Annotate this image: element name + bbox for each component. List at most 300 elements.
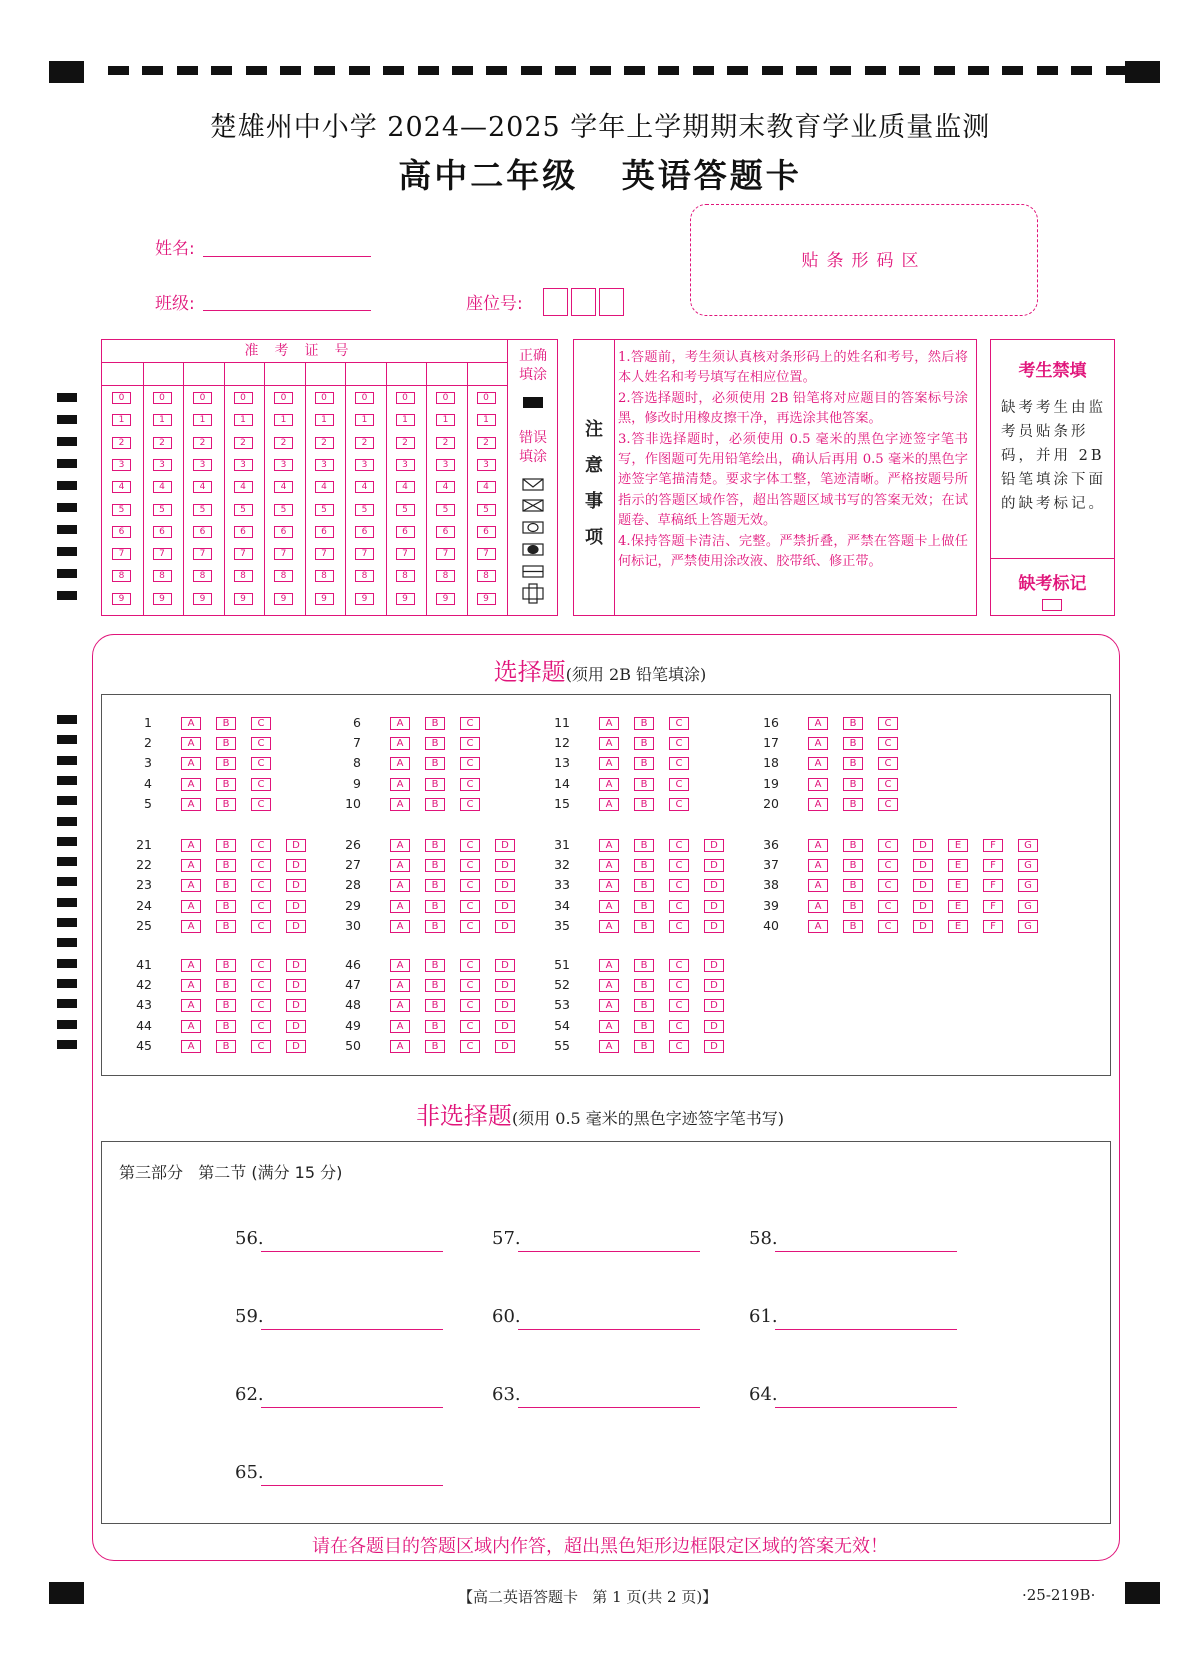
answer-option-c[interactable]: C — [251, 778, 271, 791]
id-digit-bubble[interactable]: 5 — [234, 504, 253, 516]
answer-option-a[interactable]: A — [181, 879, 201, 892]
answer-option-d[interactable]: D — [495, 959, 515, 972]
answer-option-c[interactable]: C — [878, 737, 898, 750]
answer-option-b[interactable]: B — [634, 839, 654, 852]
answer-option-a[interactable]: A — [390, 959, 410, 972]
answer-option-d[interactable]: D — [495, 879, 515, 892]
id-digit-bubble[interactable]: 8 — [477, 570, 496, 582]
answer-option-d[interactable]: D — [913, 879, 933, 892]
answer-option-c[interactable]: C — [669, 737, 689, 750]
answer-option-b[interactable]: B — [843, 839, 863, 852]
id-digit-bubble[interactable]: 8 — [396, 570, 415, 582]
answer-option-e[interactable]: E — [948, 900, 968, 913]
answer-option-f[interactable]: F — [983, 859, 1003, 872]
answer-option-a[interactable]: A — [390, 979, 410, 992]
answer-option-d[interactable]: D — [913, 839, 933, 852]
answer-option-d[interactable]: D — [286, 1040, 306, 1053]
answer-option-c[interactable]: C — [251, 839, 271, 852]
id-digit-bubble[interactable]: 6 — [112, 526, 131, 538]
answer-option-a[interactable]: A — [599, 959, 619, 972]
answer-option-d[interactable]: D — [704, 979, 724, 992]
answer-option-a[interactable]: A — [599, 1020, 619, 1033]
answer-option-b[interactable]: B — [216, 737, 236, 750]
answer-option-b[interactable]: B — [425, 839, 445, 852]
seat-box-1[interactable] — [543, 288, 568, 316]
answer-line[interactable] — [261, 1251, 443, 1252]
answer-option-d[interactable]: D — [286, 1020, 306, 1033]
answer-option-c[interactable]: C — [669, 717, 689, 730]
id-digit-bubble[interactable]: 5 — [477, 504, 496, 516]
answer-option-a[interactable]: A — [181, 717, 201, 730]
id-digit-bubble[interactable]: 1 — [193, 414, 212, 426]
id-digit-bubble[interactable]: 9 — [396, 593, 415, 605]
answer-option-b[interactable]: B — [425, 717, 445, 730]
id-digit-bubble[interactable]: 2 — [274, 437, 293, 449]
answer-option-c[interactable]: C — [251, 979, 271, 992]
id-digit-bubble[interactable]: 3 — [153, 459, 172, 471]
answer-option-d[interactable]: D — [286, 900, 306, 913]
answer-option-c[interactable]: C — [460, 979, 480, 992]
answer-line[interactable] — [518, 1407, 700, 1408]
answer-option-c[interactable]: C — [460, 1020, 480, 1033]
answer-option-a[interactable]: A — [599, 859, 619, 872]
answer-option-a[interactable]: A — [599, 737, 619, 750]
id-digit-bubble[interactable]: 8 — [436, 570, 455, 582]
answer-option-d[interactable]: D — [704, 1020, 724, 1033]
answer-option-c[interactable]: C — [878, 900, 898, 913]
answer-option-d[interactable]: D — [913, 859, 933, 872]
answer-option-d[interactable]: D — [286, 979, 306, 992]
id-digit-bubble[interactable]: 0 — [477, 392, 496, 404]
answer-option-c[interactable]: C — [251, 920, 271, 933]
class-field[interactable] — [203, 310, 371, 311]
answer-option-a[interactable]: A — [181, 1040, 201, 1053]
answer-option-a[interactable]: A — [808, 757, 828, 770]
answer-line[interactable] — [775, 1329, 957, 1330]
id-digit-bubble[interactable]: 3 — [477, 459, 496, 471]
id-digit-bubble[interactable]: 6 — [193, 526, 212, 538]
id-digit-bubble[interactable]: 6 — [477, 526, 496, 538]
absent-mark-bubble[interactable] — [1042, 599, 1062, 611]
answer-option-a[interactable]: A — [599, 757, 619, 770]
answer-line[interactable] — [261, 1485, 443, 1486]
answer-line[interactable] — [261, 1329, 443, 1330]
id-digit-bubble[interactable]: 8 — [234, 570, 253, 582]
answer-option-a[interactable]: A — [599, 1040, 619, 1053]
id-digit-bubble[interactable]: 9 — [153, 593, 172, 605]
answer-option-d[interactable]: D — [286, 920, 306, 933]
answer-option-b[interactable]: B — [425, 798, 445, 811]
name-field[interactable] — [203, 256, 371, 257]
answer-option-a[interactable]: A — [390, 737, 410, 750]
id-digit-bubble[interactable]: 5 — [315, 504, 334, 516]
id-digit-bubble[interactable]: 7 — [234, 548, 253, 560]
answer-option-c[interactable]: C — [460, 879, 480, 892]
answer-option-b[interactable]: B — [425, 737, 445, 750]
id-digit-bubble[interactable]: 2 — [112, 437, 131, 449]
id-digit-bubble[interactable]: 1 — [153, 414, 172, 426]
id-digit-bubble[interactable]: 4 — [193, 481, 212, 493]
id-digit-bubble[interactable]: 3 — [315, 459, 334, 471]
answer-option-a[interactable]: A — [181, 839, 201, 852]
answer-option-b[interactable]: B — [425, 778, 445, 791]
answer-option-d[interactable]: D — [286, 999, 306, 1012]
answer-option-d[interactable]: D — [495, 979, 515, 992]
answer-option-b[interactable]: B — [634, 757, 654, 770]
id-digit-bubble[interactable]: 4 — [234, 481, 253, 493]
answer-option-b[interactable]: B — [425, 979, 445, 992]
id-digit-bubble[interactable]: 2 — [234, 437, 253, 449]
id-digit-bubble[interactable]: 9 — [477, 593, 496, 605]
answer-option-a[interactable]: A — [181, 900, 201, 913]
answer-option-g[interactable]: G — [1018, 839, 1038, 852]
answer-option-a[interactable]: A — [599, 879, 619, 892]
answer-option-d[interactable]: D — [286, 959, 306, 972]
answer-option-e[interactable]: E — [948, 879, 968, 892]
answer-option-b[interactable]: B — [425, 999, 445, 1012]
answer-option-a[interactable]: A — [181, 757, 201, 770]
answer-option-c[interactable]: C — [251, 757, 271, 770]
id-digit-bubble[interactable]: 9 — [112, 593, 131, 605]
answer-option-b[interactable]: B — [634, 1040, 654, 1053]
answer-option-c[interactable]: C — [251, 798, 271, 811]
id-digit-bubble[interactable]: 1 — [355, 414, 374, 426]
answer-option-c[interactable]: C — [669, 798, 689, 811]
id-digit-bubble[interactable]: 1 — [234, 414, 253, 426]
id-digit-bubble[interactable]: 4 — [315, 481, 334, 493]
id-digit-bubble[interactable]: 0 — [396, 392, 415, 404]
answer-line[interactable] — [775, 1251, 957, 1252]
id-digit-bubble[interactable]: 6 — [355, 526, 374, 538]
id-digit-bubble[interactable]: 7 — [112, 548, 131, 560]
answer-option-c[interactable]: C — [669, 1020, 689, 1033]
id-digit-bubble[interactable]: 1 — [436, 414, 455, 426]
answer-option-a[interactable]: A — [181, 920, 201, 933]
id-digit-bubble[interactable]: 3 — [112, 459, 131, 471]
id-digit-bubble[interactable]: 7 — [193, 548, 212, 560]
id-digit-bubble[interactable]: 5 — [436, 504, 455, 516]
answer-option-a[interactable]: A — [599, 920, 619, 933]
id-digit-bubble[interactable]: 7 — [396, 548, 415, 560]
answer-option-c[interactable]: C — [460, 920, 480, 933]
answer-option-b[interactable]: B — [843, 757, 863, 770]
answer-option-b[interactable]: B — [843, 900, 863, 913]
answer-option-b[interactable]: B — [216, 839, 236, 852]
id-digit-bubble[interactable]: 0 — [153, 392, 172, 404]
id-digit-bubble[interactable]: 9 — [355, 593, 374, 605]
answer-option-d[interactable]: D — [913, 920, 933, 933]
answer-option-d[interactable]: D — [913, 900, 933, 913]
answer-option-c[interactable]: C — [460, 1040, 480, 1053]
answer-option-c[interactable]: C — [251, 737, 271, 750]
answer-option-a[interactable]: A — [599, 900, 619, 913]
answer-option-b[interactable]: B — [216, 778, 236, 791]
answer-option-e[interactable]: E — [948, 839, 968, 852]
id-digit-bubble[interactable]: 1 — [112, 414, 131, 426]
answer-option-b[interactable]: B — [634, 879, 654, 892]
answer-option-b[interactable]: B — [634, 900, 654, 913]
id-digit-bubble[interactable]: 1 — [274, 414, 293, 426]
answer-option-b[interactable]: B — [634, 999, 654, 1012]
id-digit-bubble[interactable]: 8 — [153, 570, 172, 582]
id-digit-bubble[interactable]: 4 — [112, 481, 131, 493]
answer-option-a[interactable]: A — [181, 999, 201, 1012]
answer-option-b[interactable]: B — [843, 798, 863, 811]
answer-option-c[interactable]: C — [669, 757, 689, 770]
answer-option-b[interactable]: B — [634, 859, 654, 872]
answer-option-c[interactable]: C — [669, 859, 689, 872]
id-digit-bubble[interactable]: 2 — [193, 437, 212, 449]
id-digit-bubble[interactable]: 6 — [234, 526, 253, 538]
answer-option-b[interactable]: B — [216, 879, 236, 892]
answer-option-e[interactable]: E — [948, 920, 968, 933]
answer-option-c[interactable]: C — [251, 959, 271, 972]
id-digit-bubble[interactable]: 7 — [315, 548, 334, 560]
id-digit-bubble[interactable]: 9 — [315, 593, 334, 605]
answer-option-b[interactable]: B — [843, 879, 863, 892]
answer-option-c[interactable]: C — [251, 1020, 271, 1033]
answer-option-c[interactable]: C — [251, 999, 271, 1012]
answer-option-d[interactable]: D — [495, 1020, 515, 1033]
id-digit-bubble[interactable]: 7 — [274, 548, 293, 560]
answer-option-c[interactable]: C — [460, 717, 480, 730]
answer-option-c[interactable]: C — [669, 959, 689, 972]
answer-option-a[interactable]: A — [599, 999, 619, 1012]
answer-option-b[interactable]: B — [634, 920, 654, 933]
answer-option-a[interactable]: A — [808, 920, 828, 933]
answer-option-b[interactable]: B — [634, 717, 654, 730]
answer-option-c[interactable]: C — [878, 757, 898, 770]
answer-option-d[interactable]: D — [704, 920, 724, 933]
answer-option-a[interactable]: A — [599, 979, 619, 992]
id-digit-bubble[interactable]: 2 — [355, 437, 374, 449]
seat-box-3[interactable] — [599, 288, 624, 316]
id-digit-bubble[interactable]: 0 — [193, 392, 212, 404]
answer-option-a[interactable]: A — [808, 717, 828, 730]
answer-option-c[interactable]: C — [669, 979, 689, 992]
answer-option-a[interactable]: A — [808, 798, 828, 811]
answer-option-b[interactable]: B — [843, 778, 863, 791]
answer-option-b[interactable]: B — [216, 757, 236, 770]
id-digit-bubble[interactable]: 3 — [436, 459, 455, 471]
answer-option-c[interactable]: C — [878, 798, 898, 811]
id-digit-bubble[interactable]: 4 — [355, 481, 374, 493]
answer-option-a[interactable]: A — [390, 757, 410, 770]
id-digit-bubble[interactable]: 3 — [396, 459, 415, 471]
answer-option-b[interactable]: B — [843, 737, 863, 750]
answer-option-b[interactable]: B — [634, 737, 654, 750]
answer-option-a[interactable]: A — [390, 778, 410, 791]
answer-option-a[interactable]: A — [390, 999, 410, 1012]
answer-option-d[interactable]: D — [704, 859, 724, 872]
answer-option-g[interactable]: G — [1018, 920, 1038, 933]
answer-option-g[interactable]: G — [1018, 859, 1038, 872]
answer-line[interactable] — [518, 1251, 700, 1252]
answer-option-a[interactable]: A — [599, 717, 619, 730]
id-digit-bubble[interactable]: 2 — [477, 437, 496, 449]
id-digit-bubble[interactable]: 8 — [355, 570, 374, 582]
answer-option-b[interactable]: B — [216, 999, 236, 1012]
answer-option-b[interactable]: B — [216, 1040, 236, 1053]
id-digit-bubble[interactable]: 0 — [355, 392, 374, 404]
answer-option-c[interactable]: C — [669, 1040, 689, 1053]
id-digit-bubble[interactable]: 7 — [355, 548, 374, 560]
answer-option-d[interactable]: D — [704, 879, 724, 892]
answer-option-b[interactable]: B — [216, 798, 236, 811]
answer-option-c[interactable]: C — [460, 778, 480, 791]
answer-option-c[interactable]: C — [669, 999, 689, 1012]
answer-option-d[interactable]: D — [704, 900, 724, 913]
answer-option-b[interactable]: B — [843, 920, 863, 933]
answer-option-b[interactable]: B — [843, 859, 863, 872]
id-digit-bubble[interactable]: 9 — [436, 593, 455, 605]
answer-line[interactable] — [261, 1407, 443, 1408]
answer-option-a[interactable]: A — [390, 879, 410, 892]
answer-option-a[interactable]: A — [599, 798, 619, 811]
answer-option-d[interactable]: D — [286, 879, 306, 892]
id-digit-bubble[interactable]: 0 — [234, 392, 253, 404]
id-digit-bubble[interactable]: 4 — [274, 481, 293, 493]
id-digit-bubble[interactable]: 5 — [396, 504, 415, 516]
answer-option-c[interactable]: C — [878, 879, 898, 892]
answer-option-c[interactable]: C — [251, 900, 271, 913]
answer-option-c[interactable]: C — [460, 839, 480, 852]
id-digit-bubble[interactable]: 6 — [153, 526, 172, 538]
answer-option-d[interactable]: D — [495, 1040, 515, 1053]
answer-option-c[interactable]: C — [878, 920, 898, 933]
id-digit-bubble[interactable]: 2 — [153, 437, 172, 449]
answer-option-b[interactable]: B — [425, 859, 445, 872]
answer-option-d[interactable]: D — [286, 839, 306, 852]
id-digit-bubble[interactable]: 7 — [477, 548, 496, 560]
id-digit-bubble[interactable]: 5 — [193, 504, 212, 516]
answer-option-d[interactable]: D — [704, 839, 724, 852]
answer-option-b[interactable]: B — [425, 959, 445, 972]
answer-option-g[interactable]: G — [1018, 879, 1038, 892]
answer-option-g[interactable]: G — [1018, 900, 1038, 913]
id-digit-bubble[interactable]: 3 — [355, 459, 374, 471]
seat-box-2[interactable] — [571, 288, 596, 316]
answer-option-d[interactable]: D — [495, 900, 515, 913]
id-digit-bubble[interactable]: 0 — [274, 392, 293, 404]
id-digit-bubble[interactable]: 2 — [396, 437, 415, 449]
id-digit-bubble[interactable]: 7 — [436, 548, 455, 560]
id-digit-bubble[interactable]: 6 — [274, 526, 293, 538]
answer-option-b[interactable]: B — [425, 879, 445, 892]
answer-option-a[interactable]: A — [390, 900, 410, 913]
answer-option-a[interactable]: A — [808, 839, 828, 852]
answer-option-b[interactable]: B — [634, 1020, 654, 1033]
answer-option-a[interactable]: A — [181, 1020, 201, 1033]
answer-option-f[interactable]: F — [983, 920, 1003, 933]
id-digit-bubble[interactable]: 8 — [274, 570, 293, 582]
answer-option-b[interactable]: B — [216, 1020, 236, 1033]
answer-option-b[interactable]: B — [634, 959, 654, 972]
answer-option-c[interactable]: C — [251, 1040, 271, 1053]
id-digit-bubble[interactable]: 8 — [193, 570, 212, 582]
answer-option-b[interactable]: B — [216, 859, 236, 872]
answer-option-c[interactable]: C — [669, 839, 689, 852]
answer-option-b[interactable]: B — [425, 920, 445, 933]
id-digit-bubble[interactable]: 9 — [193, 593, 212, 605]
id-digit-bubble[interactable]: 5 — [112, 504, 131, 516]
answer-option-b[interactable]: B — [843, 717, 863, 730]
answer-option-a[interactable]: A — [808, 879, 828, 892]
answer-option-d[interactable]: D — [495, 859, 515, 872]
answer-option-b[interactable]: B — [634, 778, 654, 791]
answer-option-b[interactable]: B — [216, 920, 236, 933]
id-digit-bubble[interactable]: 0 — [112, 392, 131, 404]
id-digit-bubble[interactable]: 4 — [436, 481, 455, 493]
answer-option-a[interactable]: A — [808, 778, 828, 791]
answer-option-c[interactable]: C — [460, 859, 480, 872]
answer-option-a[interactable]: A — [390, 839, 410, 852]
answer-option-c[interactable]: C — [460, 798, 480, 811]
id-digit-bubble[interactable]: 4 — [396, 481, 415, 493]
answer-option-c[interactable]: C — [878, 717, 898, 730]
answer-line[interactable] — [775, 1407, 957, 1408]
answer-option-c[interactable]: C — [251, 717, 271, 730]
answer-option-c[interactable]: C — [460, 757, 480, 770]
answer-option-c[interactable]: C — [878, 859, 898, 872]
answer-option-b[interactable]: B — [425, 1020, 445, 1033]
answer-option-c[interactable]: C — [460, 900, 480, 913]
answer-option-a[interactable]: A — [390, 1040, 410, 1053]
id-digit-bubble[interactable]: 0 — [315, 392, 334, 404]
id-digit-bubble[interactable]: 3 — [234, 459, 253, 471]
answer-option-a[interactable]: A — [181, 798, 201, 811]
answer-option-c[interactable]: C — [669, 920, 689, 933]
id-digit-bubble[interactable]: 7 — [153, 548, 172, 560]
answer-option-a[interactable]: A — [181, 737, 201, 750]
answer-option-c[interactable]: C — [460, 959, 480, 972]
id-digit-bubble[interactable]: 5 — [355, 504, 374, 516]
answer-option-c[interactable]: C — [251, 859, 271, 872]
answer-line[interactable] — [518, 1329, 700, 1330]
answer-option-b[interactable]: B — [425, 1040, 445, 1053]
answer-option-c[interactable]: C — [669, 900, 689, 913]
id-digit-bubble[interactable]: 6 — [436, 526, 455, 538]
id-digit-bubble[interactable]: 8 — [112, 570, 131, 582]
answer-option-d[interactable]: D — [495, 920, 515, 933]
id-digit-bubble[interactable]: 1 — [396, 414, 415, 426]
answer-option-b[interactable]: B — [425, 757, 445, 770]
id-digit-bubble[interactable]: 9 — [234, 593, 253, 605]
answer-option-d[interactable]: D — [704, 999, 724, 1012]
id-digit-bubble[interactable]: 6 — [396, 526, 415, 538]
answer-option-d[interactable]: D — [704, 959, 724, 972]
answer-option-a[interactable]: A — [181, 778, 201, 791]
id-digit-bubble[interactable]: 2 — [315, 437, 334, 449]
id-digit-bubble[interactable]: 8 — [315, 570, 334, 582]
answer-option-b[interactable]: B — [634, 798, 654, 811]
id-digit-bubble[interactable]: 3 — [274, 459, 293, 471]
answer-option-a[interactable]: A — [808, 900, 828, 913]
answer-option-c[interactable]: C — [878, 778, 898, 791]
answer-option-b[interactable]: B — [216, 959, 236, 972]
answer-option-f[interactable]: F — [983, 839, 1003, 852]
answer-option-a[interactable]: A — [599, 778, 619, 791]
answer-option-d[interactable]: D — [495, 999, 515, 1012]
answer-option-a[interactable]: A — [181, 959, 201, 972]
answer-option-b[interactable]: B — [634, 979, 654, 992]
answer-option-a[interactable]: A — [808, 737, 828, 750]
answer-option-a[interactable]: A — [390, 859, 410, 872]
answer-option-a[interactable]: A — [390, 920, 410, 933]
answer-option-a[interactable]: A — [181, 859, 201, 872]
id-digit-bubble[interactable]: 4 — [153, 481, 172, 493]
answer-option-a[interactable]: A — [390, 717, 410, 730]
